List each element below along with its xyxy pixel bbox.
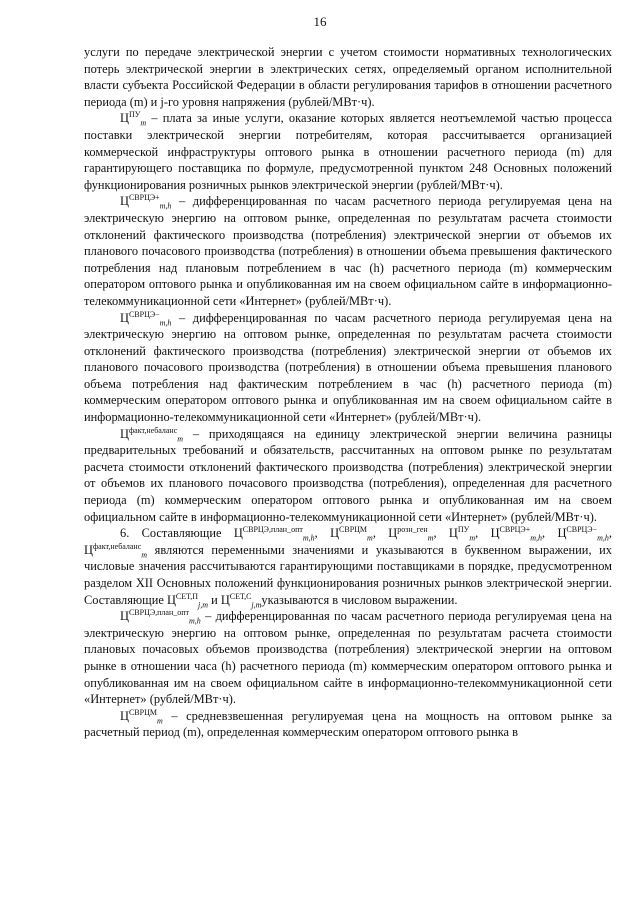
paragraph-item-6: 6. Составляющие $Ц^{СВРЦЭ,план\_опт}_{m,h}$, $Ц^{СВРЦМ}_m$, $Ц^{розн\_ген}_m$, $Ц^{ПУ}_m$, $Ц^{СВРЦЭ+}_{m,h}$, $Ц^{СВРЦЭ-}_{m,h}$, $Ц^{факт,небаланс}_m$ являются переменными значениями и указываются в буквенном выражении, их числовые значения рассчитываются гарантирующими поставщиками в порядке, предусмотренном разделом XII Основных положений функционирования розничных рынков электрической энергии. Составляющие $Ц^{СЕТ,П}_{j,m}$ и $Ц^{СЕТ,С}_{j,m}указываются$ в числовом выражении. xyxy=(84,525,612,610)
symbol-c-pu: $Ц^{ПУ}_m$ xyxy=(120,110,147,128)
symbol-c-pu-list: $Ц^{ПУ}_m$ xyxy=(448,525,476,543)
paragraph-continuation: услуги по передаче электрической энергии с учетом стоимости нормативных технологических потерь электрической энергии в электрических сетях, определяемый органом исполнительной власти субъекта Российской Федерации в области регулирования тарифов в отношении расчетного периода (m) и j-го уровня напряжения (рублей/МВт·ч). xyxy=(84,45,612,109)
paragraph-svrcz-plus: $Ц^{СВРЦЭ+}_{m,h}$ – дифференцированная по часам расчетного периода регулируемая цена на электрическую энергию на оптовом рынке, определенная по результатам расчета стоимости отклонений фактического производства (потребления) электрической энергии от объемов их планового почасового производства (потребления) в отношении объема превышения фактического потребления над плановым потреблением в час (h) расчетного периода (m) коммерческим оператором оптового рынка и опубликованная им на своем официальном сайте в информационно-телекоммуникационной сети «Интернет» (рублей/МВт·ч). xyxy=(84,193,612,308)
symbol-c-svrcm: $Ц^{СВРЦМ}_m$ xyxy=(330,525,373,543)
paragraph-pu: $Ц^{ПУ}_m$ – плата за иные услуги, оказание которых является неотъемлемой частью процесса поставки электрической энергии потребителям, которая рассчитывается организацией коммерческой инфраструктуры оптового рынка в отношении расчетного периода (m) для гарантирующего поставщика по формуле, предусмотренной пунктом 248 Основных положений функционирования розничных рынков электрической энергии (рублей/МВт·ч). xyxy=(84,110,612,192)
paragraph-fakt-nebalans: $Ц^{факт,небаланс}_m$ – приходящаяся на единицу электрической энергии величина разницы предварительных требований и обязательств, рассчитанных на оптовом рынке по результатам расчета стоимости отклонений фактического производства (потребления) электрической энергии от объемов их планового почасового производства (потребления), определенная для расчетного периода (m) коммерческим оператором оптового рынка и опубликованная им на своем официальном сайте в информационно-телекоммуникационной сети «Интернет» (рублей/МВт·ч). xyxy=(84,425,612,524)
symbol-c-svrcz-plus: $Ц^{СВРЦЭ+}_{m,h}$ xyxy=(120,193,172,211)
page-number: 16 xyxy=(313,14,327,29)
paragraph-svrcz-minus: $Ц^{СВРЦЭ-}_{m,h}$ – дифференцированная по часам расчетного периода регулируемая цена на электрическую энергию на оптовом рынке, определенная по результатам расчета стоимости отклонений фактического производства (потребления) электрической энергии от объемов их планового почасового производства (потребления) в отношении объема превышения планового объема потребления над фактическим потреблением в час (h) расчетного периода (m) коммерческим оператором оптового рынка и опубликованная им на своем официальном сайте в информационно-телекоммуникационной сети «Интернет» (рублей/МВт·ч). xyxy=(84,309,612,425)
paragraph-svrcz-plan-opt: $Ц^{СВРЦЭ,план\_опт}_{m,h}$ – дифференцированная по часам расчетного периода регулируемая цена на электрическую энергию на оптовом рынке, определенная по результатам расчета стоимости плановых почасовых объемов производства (потребления) электрической энергии на оптовом рынке в отношении часа (h) расчетного периода (m) коммерческим оператором оптового рынка и опубликованная им на своем официальном сайте в информационно-телекоммуникационной сети «Интернет» (рублей/МВт·ч). xyxy=(84,608,612,707)
symbol-c-svrcz-plan-opt: $Ц^{СВРЦЭ,план\_опт}_{m,h}$ xyxy=(233,525,315,543)
symbol-c-svrcm-def: $Ц^{СВРЦМ}_m$ xyxy=(120,707,163,726)
symbol-c-svrcz-minus: $Ц^{СВРЦЭ-}_{m,h}$ xyxy=(120,309,172,327)
document-body xyxy=(84,44,612,741)
symbol-c-set-p: $Ц^{СЕТ,П}_{j,m}$ xyxy=(166,591,208,610)
symbol-c-fakt-nebalans-list: $Ц^{факт,небаланс}_m$ xyxy=(84,541,148,560)
paragraph-svrcm: $Ц^{СВРЦМ}_m$ – средневзвешенная регулируемая цена на мощность на оптовом рынке за расчетный период (m), определенная коммерческим оператором оптового рынка в xyxy=(84,707,612,740)
symbol-c-set-s: $Ц^{СЕТ,С}_{j,m}$ xyxy=(220,591,262,610)
symbol-c-fakt-nebalans: $Ц^{факт,небаланс}_m$ xyxy=(120,425,184,444)
symbol-c-rozn-gen: $Ц^{розн\_ген}_m$ xyxy=(388,525,434,543)
symbol-c-svrcz-plan-opt-def: $Ц^{СВРЦЭ,план\_опт}_{m,h}$ xyxy=(120,608,201,626)
symbol-c-svrcz-plus-list: $Ц^{СВРЦЭ+}_{m,h}$ xyxy=(490,525,542,543)
symbol-c-svrcz-minus-list: $Ц^{СВРЦЭ-}_{m,h}$ xyxy=(557,525,609,543)
